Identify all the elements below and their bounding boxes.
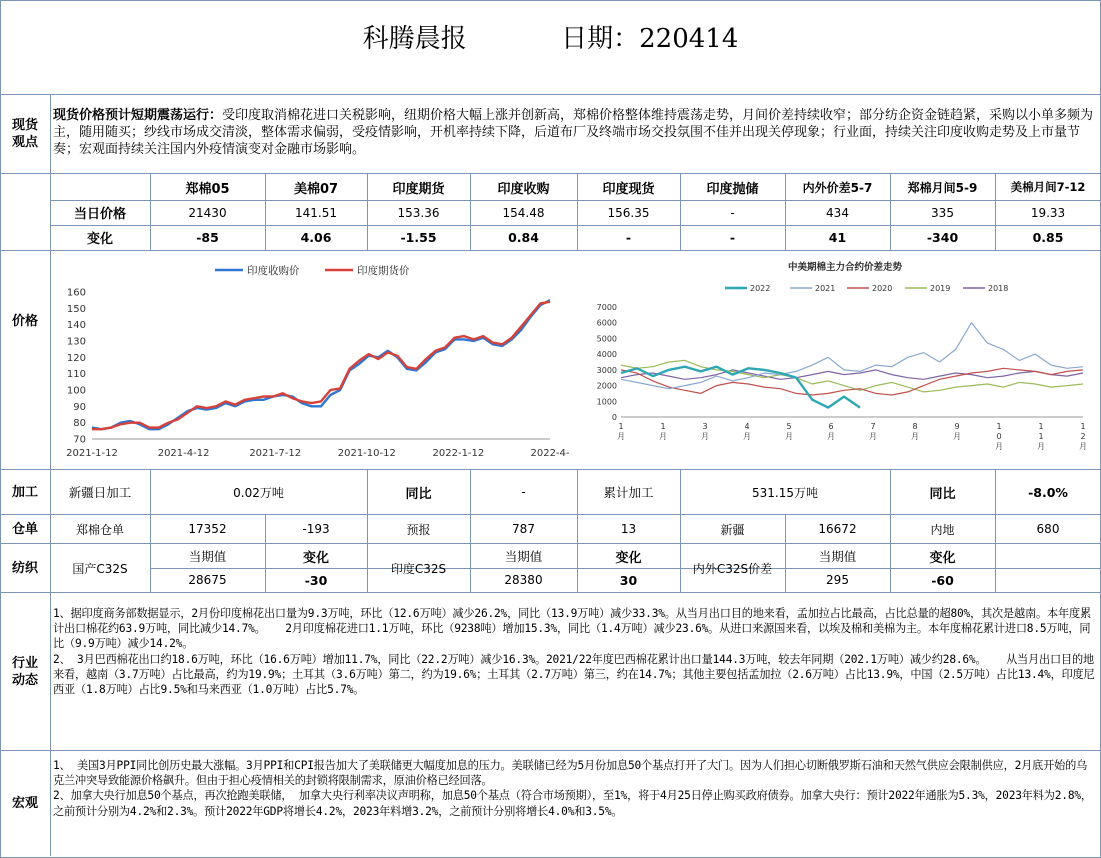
cumulative-processing-label: 累计加工 (603, 485, 654, 500)
y-tick-label: 7000 (596, 303, 617, 312)
change-value-5: - (729, 230, 736, 245)
change-value-1: 4.06 (300, 230, 332, 245)
x-tick-label: 2022-4- (530, 448, 570, 459)
col-header-1: 美棉07 (293, 181, 339, 197)
x-tick-label: 2021-7-12 (249, 448, 302, 459)
warehouse-xinjiang-label: 新疆 (720, 522, 745, 537)
y-tick-label: 150 (66, 303, 86, 315)
x-tick-label: 6 月 (827, 422, 835, 441)
xinjiang-processing-label: 新疆日加工 (68, 485, 132, 500)
spread-change-value: -60 (931, 572, 954, 588)
x-tick-label: 1 月 (617, 422, 625, 441)
section-label-textile: 纺织 (11, 560, 38, 576)
domestic-current-value: 28675 (188, 573, 227, 587)
spot-headline: 现货价格预计短期震荡运行： (53, 108, 223, 123)
today-value-3: 154.48 (502, 205, 545, 220)
warehouse-inland-value: 680 (1036, 522, 1060, 536)
section-label-price: 价格 (11, 314, 38, 329)
series-line (92, 302, 550, 429)
x-tick-label: 5 月 (785, 422, 793, 441)
domestic-change-label: 变化 (302, 550, 329, 566)
legend-label: 印度期货价 (357, 265, 410, 277)
legend-label: 印度收购价 (247, 265, 300, 277)
warehouse-receipt-label: 郑棉仓单 (75, 522, 124, 537)
india-current-value: 28380 (504, 573, 543, 587)
x-tick-label: 2021-1-12 (66, 448, 118, 459)
series-line (621, 370, 1083, 379)
x-tick-label: 3 月 (701, 422, 709, 441)
x-tick-label: 8 月 (911, 422, 919, 441)
processing-yoy-label-1: 同比 (405, 486, 432, 502)
row-label-today: 当日价格 (73, 207, 126, 222)
section-label-processing: 加工 (11, 484, 38, 500)
xinjiang-processing-value: 0.02万吨 (233, 485, 284, 500)
y-tick-label: 5000 (596, 334, 617, 344)
legend-label: 2020 (872, 284, 893, 293)
today-value-2: 153.36 (397, 205, 440, 220)
y-tick-label: 70 (73, 434, 86, 446)
x-tick-label: 9 月 (953, 422, 961, 441)
y-tick-label: 120 (66, 352, 86, 364)
today-value-0: 21430 (188, 205, 227, 220)
y-tick-label: 130 (66, 336, 86, 348)
x-tick-label: 1 1 月 (1037, 422, 1045, 451)
c32s-spread-label: 内外C32S价差 (692, 561, 773, 576)
change-value-3: 0.84 (508, 230, 539, 245)
macro-news: 1、 美国3月PPI同比创历史最大涨幅。3月PPI和CPI报告加大了美联储更大幅度加息的压力。美联储已经为5月份加息50个基点打开了大门。因为人们担心切断俄罗斯石油和天然气供应会限制供应，2月底开始的乌克兰冲突导致能源价格飙升。但由于担心疫情相关的封锁将限制需求，原油价格已经回落。 2、加拿大央行加息50个基点，再次抢跑美联储， 加拿大央行利率决议声明称，加息50个基点（符合市场预期），至1%，将于4月25日停止购买政府债券。加拿大央行：预计2022年通胀为5.3%，2023年料为2.8%，之前预计分别为4.2%和2.3%。预计2022年GDP将增长4.2%，2023年料增3.2%，之前预计分别将增长4.0%和3.5%。 (53, 759, 1092, 818)
y-tick-label: 80 (73, 418, 86, 430)
y-tick-label: 2000 (596, 381, 617, 391)
legend-label: 2021 (815, 284, 836, 293)
col-header-3: 印度收购 (497, 181, 550, 197)
legend-label: 2022 (750, 284, 771, 293)
row-label-change: 变化 (86, 232, 113, 247)
forecast-label: 预报 (406, 522, 431, 537)
y-tick-label: 4000 (596, 350, 617, 360)
change-value-8: 0.85 (1032, 230, 1064, 245)
domestic-c32s-label: 国产C32S (72, 561, 128, 576)
warehouse-inland-label: 内地 (930, 522, 955, 537)
x-tick-label: 1 2 月 (1079, 422, 1087, 451)
x-tick-label: 2021-4-12 (157, 448, 210, 459)
col-header-7: 郑棉月间5-9 (907, 180, 978, 195)
india-current-label: 当期值 (504, 549, 543, 564)
section-label-macro: 宏观 (11, 796, 38, 811)
legend-label: 2019 (930, 284, 951, 293)
spread-current-label: 当期值 (818, 549, 857, 564)
col-header-0: 郑棉05 (185, 181, 230, 197)
series-line (621, 360, 1083, 392)
domestic-current-label: 当期值 (188, 549, 227, 564)
change-value-7: -340 (926, 230, 959, 245)
y-tick-label: 0 (611, 413, 617, 422)
spread-change-label: 变化 (929, 550, 956, 566)
y-tick-label: 110 (66, 369, 86, 381)
today-value-1: 141.51 (295, 205, 337, 220)
col-header-4: 印度现货 (602, 181, 655, 197)
processing-yoy-label-2: 同比 (929, 486, 956, 502)
col-header-8: 美棉月间7-12 (1010, 180, 1086, 194)
col-header-5: 印度抛储 (706, 181, 759, 197)
spot-body: 受印度取消棉花进口关税影响，纽期价格大幅上涨并创新高，郑棉价格整体维持震荡走势，月间价差持续收窄；部分纺企资金链趋紧，采购以小单多频为主，随用随买；纱线市场成交清淡，整体需求偏弱，受疫情影响，开机率持续下降，后道布厂及终端市场交投氛围不佳并出现关停现象；行业面，持续关注印度收购走势及上市量节奏；宏观面持续关注国内外疫情演变对金融市场影响。 (53, 108, 1094, 157)
x-tick-label: 4 月 (743, 422, 751, 441)
x-tick-label: 1 月 (659, 422, 667, 441)
forecast-change: 13 (620, 522, 637, 536)
y-tick-label: 140 (66, 320, 86, 332)
warehouse-receipt-value: 17352 (188, 522, 227, 536)
x-tick-label: 2022-1-12 (432, 448, 485, 459)
india-change-value: 30 (619, 572, 638, 588)
col-header-6: 内外价差5-7 (802, 180, 873, 195)
legend-label: 2018 (988, 284, 1009, 293)
chart-title: 中美期棉主力合约价差走势 (787, 262, 903, 273)
y-tick-label: 6000 (596, 318, 617, 328)
date-value: 220414 (639, 24, 739, 54)
series-line (92, 300, 550, 429)
today-value-8: 19.33 (1030, 205, 1066, 220)
section-label-spot: 现货观点 (11, 118, 38, 150)
processing-yoy-value-2: -8.0% (1028, 484, 1068, 500)
today-value-4: 156.35 (607, 205, 650, 220)
spot-view (53, 107, 1097, 171)
spread-current-value: 295 (826, 573, 849, 587)
today-value-5: - (730, 205, 735, 220)
date-label: 日期： (561, 24, 640, 54)
section-label-warehouse: 仓单 (11, 521, 38, 537)
report-name: 科腾晨报 (362, 24, 467, 54)
y-tick-label: 90 (73, 401, 86, 413)
domestic-change-value: -30 (304, 572, 328, 588)
india-c32s-label: 印度C32S (390, 561, 447, 576)
change-value-2: -1.55 (400, 230, 437, 245)
warehouse-xinjiang-value: 16672 (818, 522, 857, 536)
change-value-6: 41 (828, 230, 847, 245)
section-label-industry: 行业动态 (11, 655, 38, 688)
cumulative-processing-value: 531.15万吨 (752, 485, 818, 500)
y-tick-label: 100 (66, 385, 86, 397)
india-price-chart (55, 255, 575, 465)
industry-news: 1、据印度商务部数据显示，2月份印度棉花出口量为9.3万吨，环比（12.6万吨）减少26.2%，同比（13.9万吨）减少33.3%。从当月出口目的地来看，孟加拉占比最高，占比总量的超80%，其次是越南。本年度累计出口棉花约63.9万吨，同比减少14.7%。 2月印度棉花进口1.1万吨，环比（9238吨）增加15.3%，同比（1.4万吨）减少23.6%。从进口来源国来看，以埃及棉和美棉为主。本年度棉花累计进口8.5万吨，同比（9.9万吨）减少14.2%。 2、 3月巴西棉花出口约18.6万吨，环比（16.6万吨）增加11.7%，同比（22.2万吨）减少16.3%。2021/22年度巴西棉花累计出口量144.3万吨，较去年同期（202.1万吨）减少约28.6%。 从当月出口目的地来看，越南（3.7万吨）占比最高，约为19.9%；土耳其（3.6万吨）第二，约为19.6%；土耳其（2.7万吨）第三，约在14.7%；其他主要包括孟加拉（2.6万吨）占比13.9%，中国（2.5万吨）占比13.4%，印度尼西亚（1.8万吨）占比9.5%和马来西亚（1.0万吨）占比5.7%。 (53, 607, 1095, 697)
col-header-2: 印度期货 (392, 181, 445, 197)
change-value-4: - (625, 230, 632, 245)
series-line (621, 368, 1083, 395)
forecast-value: 787 (512, 522, 535, 536)
today-value-6: 434 (826, 205, 849, 220)
warehouse-receipt-change: -193 (302, 522, 330, 536)
change-value-0: -85 (196, 230, 219, 245)
y-tick-label: 160 (66, 287, 86, 299)
spread-trend-chart (585, 255, 1095, 465)
x-tick-label: 1 0 月 (995, 422, 1003, 451)
report-title (0, 18, 1101, 55)
y-tick-label: 1000 (596, 397, 617, 407)
india-change-label: 变化 (615, 550, 642, 566)
y-tick-label: 3000 (596, 365, 617, 375)
processing-yoy-value-1: - (521, 485, 526, 499)
today-value-7: 335 (931, 205, 954, 220)
x-tick-label: 7 月 (869, 422, 877, 441)
x-tick-label: 2021-10-12 (337, 448, 396, 459)
